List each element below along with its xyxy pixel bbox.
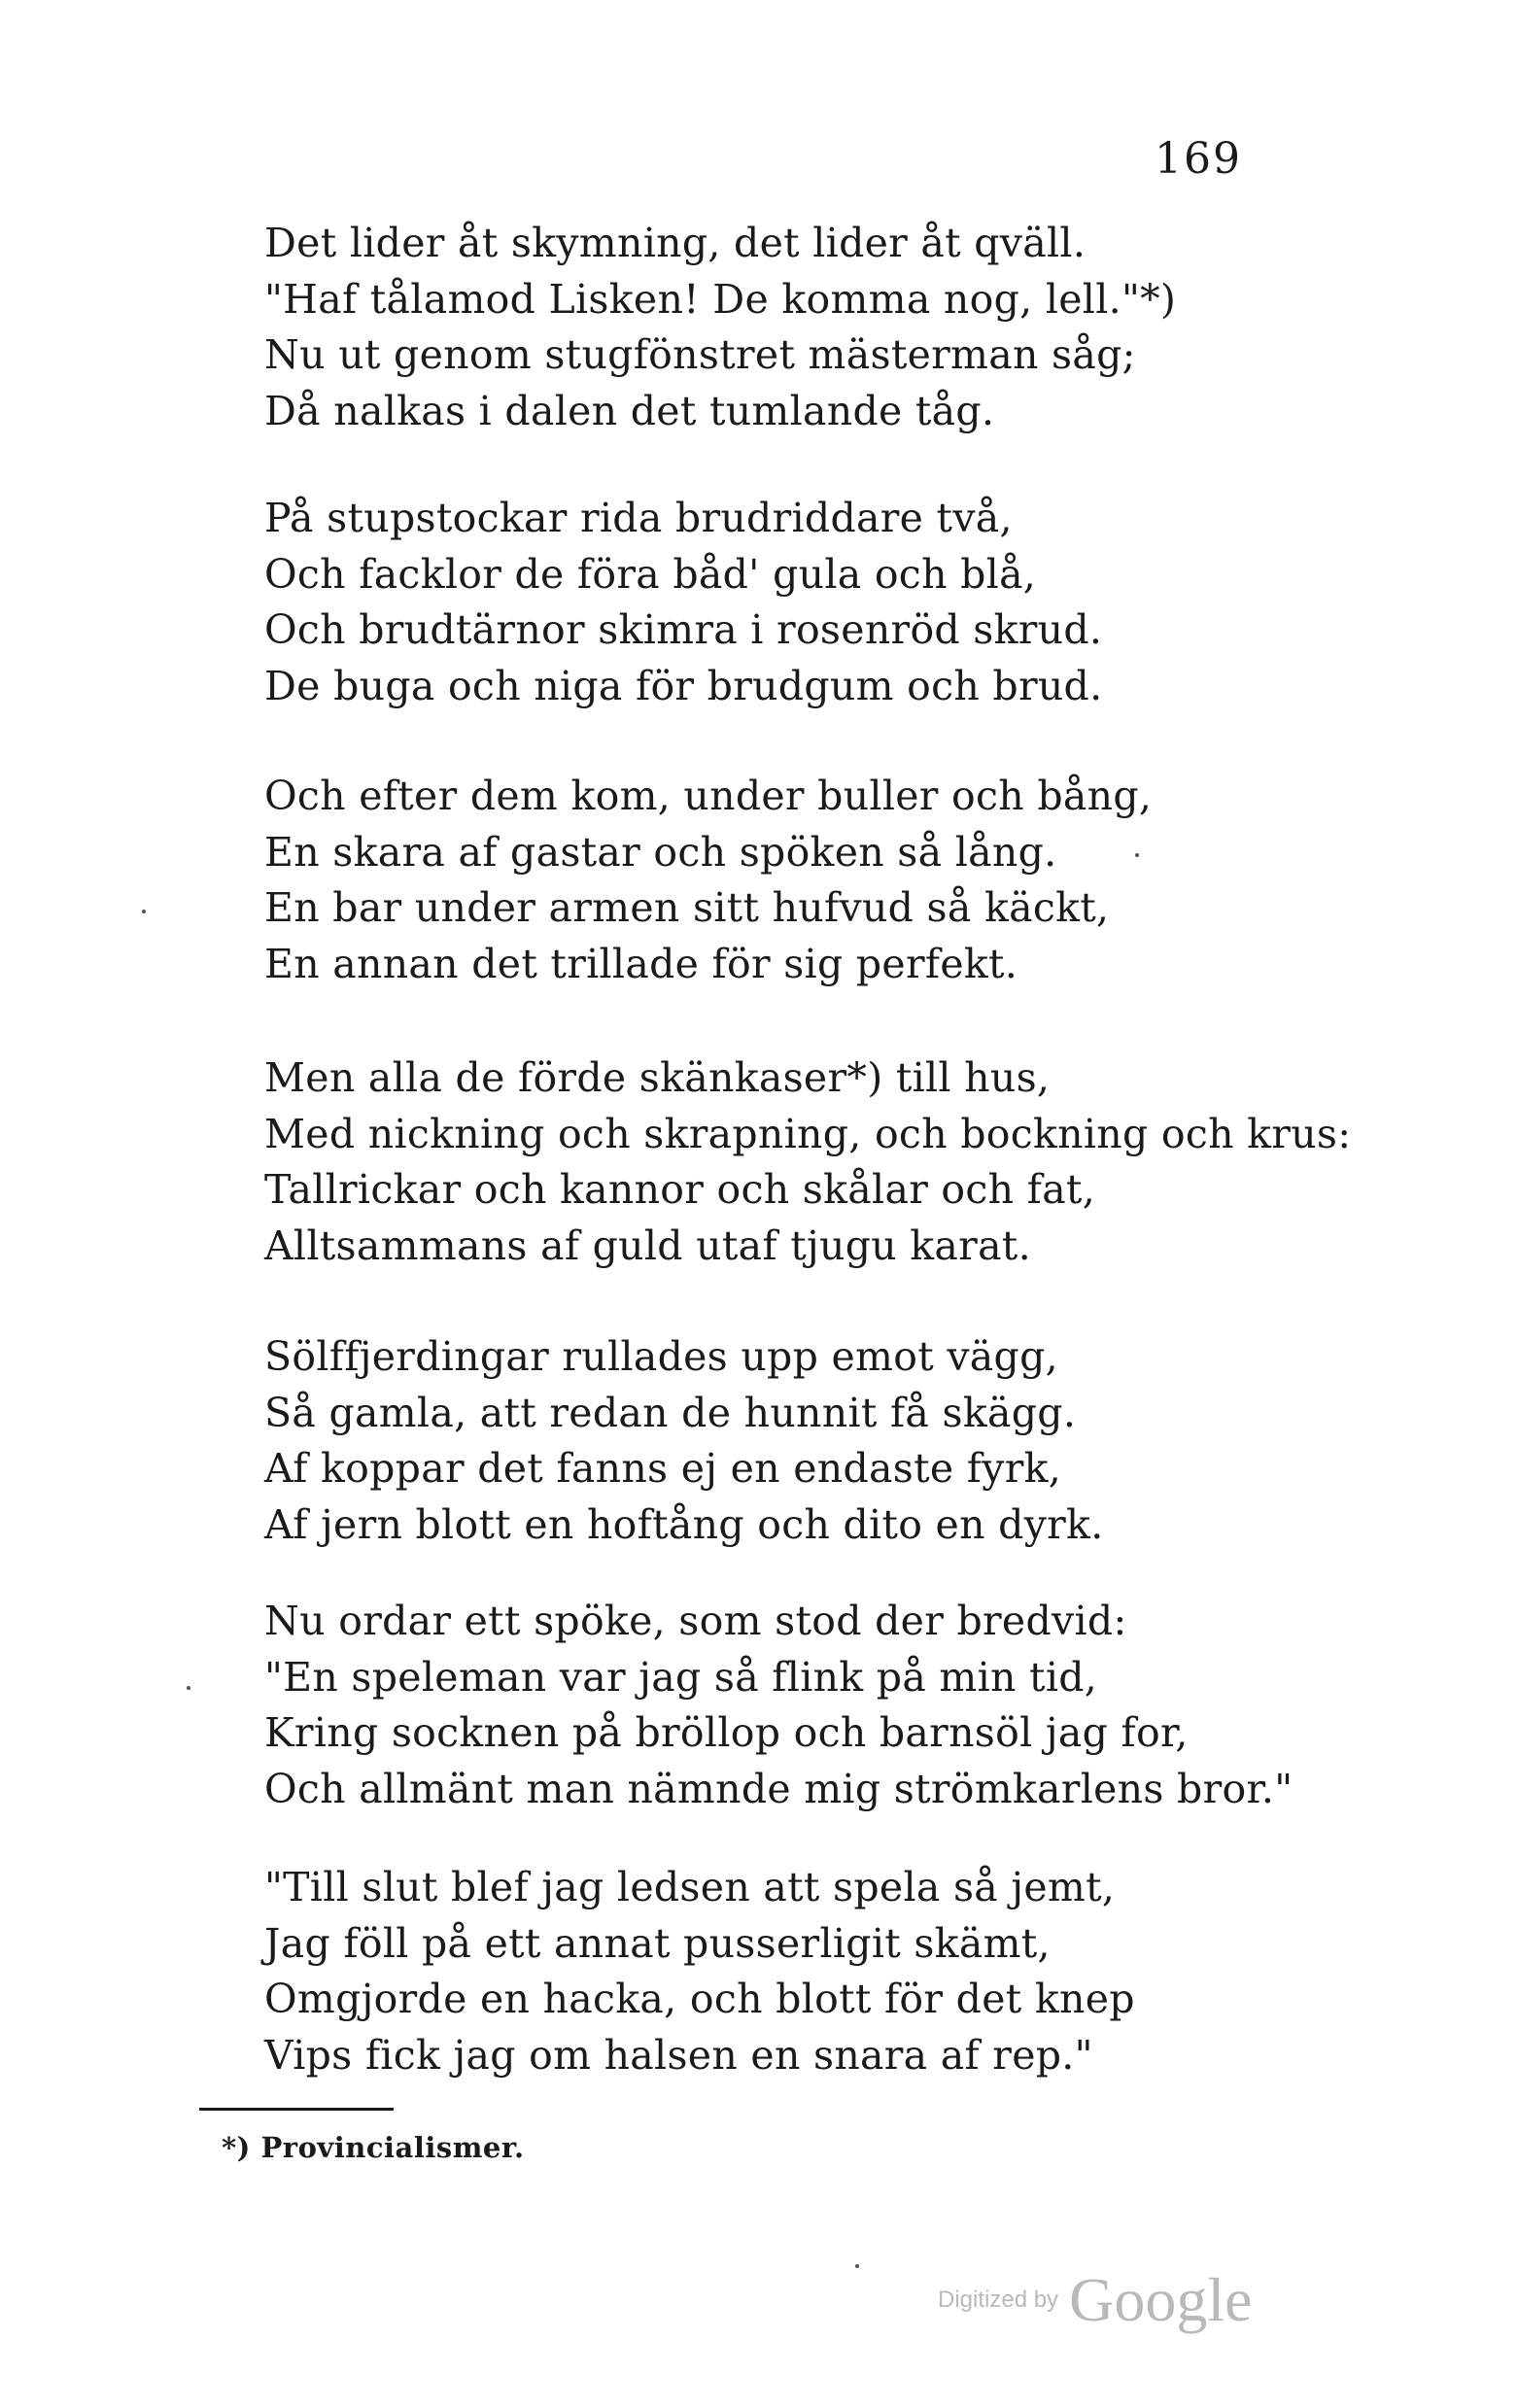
poem-line: Vips fick jag om halsen en snara af rep." [264,2031,1093,2079]
poem-line: En bar under armen sitt hufvud så käckt, [264,884,1110,931]
poem-line: Af jern blott en hoftång och dito en dyrk. [264,1500,1104,1548]
poem-line: "Till slut blef jag ledsen att spela så jemt, [264,1864,1116,1910]
poem-stanza [264,769,1353,992]
poem-stanza [264,1860,1353,2083]
poem-line: En annan det trillade för sig perfekt. [264,940,1018,987]
page-number: 169 [1155,134,1242,184]
poem-line: Af koppar det fanns ej en endaste fyrk, [264,1445,1062,1492]
poem-line: Nu ut genom stugfönstret mästerman såg; [264,331,1136,378]
poem-line: Men alla de förde skänkaser*) till hus, [264,1054,1051,1101]
poem-line: En skara af gastar och spöken så lång. [264,828,1057,876]
poem-line: Omgjorde en hacka, och blott för det knep [264,1976,1135,2022]
poem-stanza [264,1329,1353,1553]
poem-line: Jag föll på ett annat pusserligit skämt, [264,1919,1051,1967]
poem-line: Och allmänt man nämnde mig strömkarlens bror." [264,1765,1294,1812]
watermark-prefix: Digitized by [938,2287,1059,2313]
poem-line: Då nalkas i dalen det tumlande tåg. [264,387,995,434]
poem-stanza [264,1050,1353,1274]
poem-line: "Haf tålamod Lisken! De komma nog, lell."*) [264,275,1177,323]
scan-speck [1135,853,1139,857]
poem-stanza [264,491,1353,714]
poem-line: Och facklor de föra båd' gula och blå, [264,550,1037,598]
poem-stanza [264,1594,1353,1817]
digitized-watermark [938,2264,1253,2336]
poem-line: De buga och niga för brudgum och brud. [264,662,1103,709]
poem-line: Det lider åt skymning, det lider åt qväll. [264,220,1087,266]
poem-line: Så gamla, att redan de hunnit få skägg. [264,1389,1077,1436]
poem-line: Med nickning och skrapning, och bockning och krus: [264,1110,1352,1157]
scan-speck [855,2264,859,2268]
scan-speck [142,910,146,913]
poem-line: På stupstockar rida brudriddare två, [264,495,1013,541]
footnote [222,2131,525,2164]
watermark-brand: Google [1069,2265,1253,2334]
poem-stanza [264,216,1353,439]
footnote-marker: *) [222,2131,251,2164]
poem-line: Sölffjerdingar rullades upp emot vägg, [264,1333,1058,1380]
scan-speck [187,1686,190,1690]
poem-line: Kring socknen på bröllop och barnsöl jag for, [264,1709,1189,1756]
poem-line: "En speleman var jag så flink på min tid, [264,1653,1098,1701]
poem-line: Och brudtärnor skimra i rosenröd skrud. [264,606,1103,653]
poem-line: Alltsammans af guld utaf tjugu karat. [264,1221,1031,1269]
poem-line: Tallrickar och kannor och skålar och fat, [264,1166,1096,1213]
poem-line: Och efter dem kom, under buller och bång, [264,773,1153,819]
footnote-text: Provincialismer. [260,2131,525,2164]
poem-line: Nu ordar ett spöke, som stod der bredvid: [264,1598,1127,1644]
footnote-rule [199,2108,394,2111]
